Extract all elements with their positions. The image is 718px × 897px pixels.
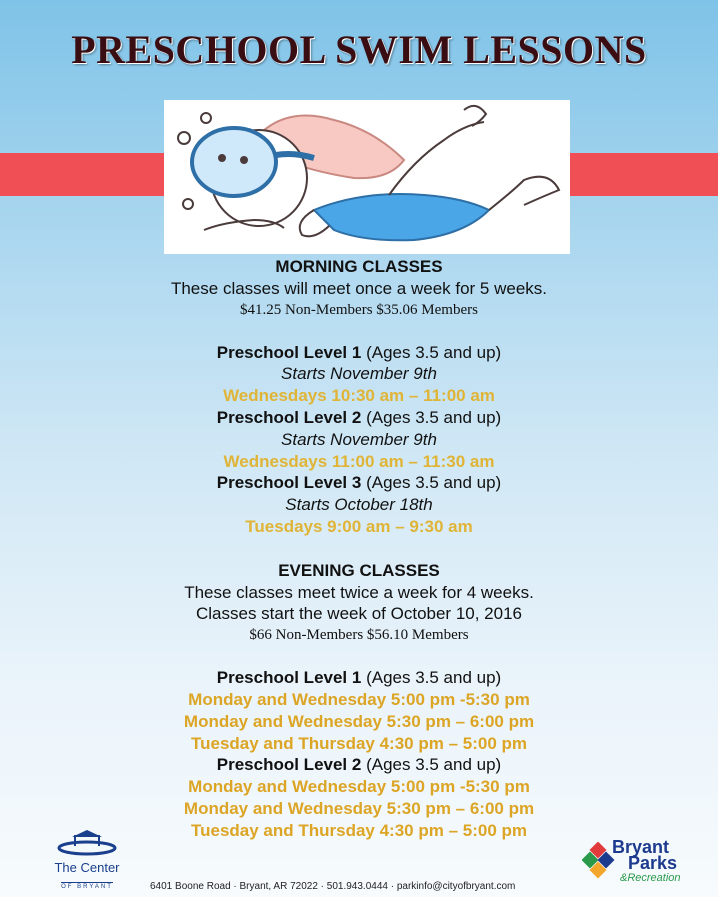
swimmer-icon: [164, 100, 570, 254]
class-start-date: Starts November 9th: [281, 364, 437, 384]
class-level: Preschool Level 1: [216, 668, 362, 688]
class-level: Preschool Level 2: [216, 407, 362, 427]
class-level: Preschool Level 3: [216, 473, 362, 493]
class-time: Monday and Wednesday 5:30 pm – 6:00 pm: [183, 798, 535, 818]
contact-info: 6401 Boone Road · Bryant, AR 72022 · 501.943.0444 · parkinfo@cityofbryant.com: [150, 881, 516, 892]
class-level: Preschool Level 1: [216, 342, 362, 362]
morning-class-1: [0, 342, 718, 364]
logo-word-bryant: Bryant: [612, 837, 670, 857]
class-ages: (Ages 3.5 and up): [361, 407, 502, 427]
class-level: Preschool Level 2: [216, 755, 362, 775]
parks-diamond-icon: [582, 842, 616, 882]
class-time: Tuesday and Thursday 4:30 pm – 5:00 pm: [190, 820, 527, 840]
logo-word-parks: Parks: [628, 853, 678, 873]
morning-class-3: [0, 472, 718, 494]
evening-start-note: Classes start the week of October 10, 2016: [195, 604, 522, 624]
center-of-bryant-logo: [42, 830, 132, 892]
bryant-parks-logo: [582, 838, 692, 894]
evening-class-2: [0, 754, 718, 776]
building-icon: [57, 830, 117, 856]
class-ages: (Ages 3.5 and up): [361, 473, 502, 493]
class-ages: (Ages 3.5 and up): [361, 755, 502, 775]
evening-description: These classes meet twice a week for 4 weeks.: [184, 582, 534, 602]
class-time: Monday and Wednesday 5:30 pm – 6:00 pm: [183, 711, 535, 731]
logo-subtitle: OF BRYANT: [61, 884, 113, 890]
class-time: Monday and Wednesday 5:00 pm -5:30 pm: [188, 689, 530, 709]
morning-description: These classes will meet once a week for 5 weeks.: [170, 278, 548, 298]
morning-heading: MORNING CLASSES: [275, 257, 443, 276]
class-start-date: Starts November 9th: [281, 429, 437, 449]
class-time: Tuesdays 9:00 am – 9:30 am: [245, 516, 473, 536]
evening-class-1: [0, 667, 718, 689]
class-time: Wednesdays 11:00 am – 11:30 am: [223, 451, 495, 471]
class-ages: (Ages 3.5 and up): [361, 668, 502, 688]
swimmer-illustration: [164, 100, 570, 254]
morning-class-2: [0, 407, 718, 429]
class-time: Wednesdays 10:30 am – 11:00 am: [223, 386, 495, 406]
logo-name: The Center: [54, 860, 120, 875]
page-title: PRESCHOOL SWIM LESSONS: [71, 27, 647, 72]
logo-word-recreation: &Recreation: [620, 872, 681, 884]
class-start-date: Starts October 18th: [285, 495, 433, 515]
evening-heading: EVENING CLASSES: [278, 560, 440, 580]
class-schedule: [0, 256, 718, 842]
morning-pricing: $41.25 Non-Members $35.06 Members: [240, 301, 478, 318]
class-time: Monday and Wednesday 5:00 pm -5:30 pm: [188, 777, 530, 797]
class-time: Tuesday and Thursday 4:30 pm – 5:00 pm: [190, 733, 527, 753]
class-ages: (Ages 3.5 and up): [361, 342, 502, 362]
evening-pricing: $66 Non-Members $56.10 Members: [249, 627, 469, 644]
